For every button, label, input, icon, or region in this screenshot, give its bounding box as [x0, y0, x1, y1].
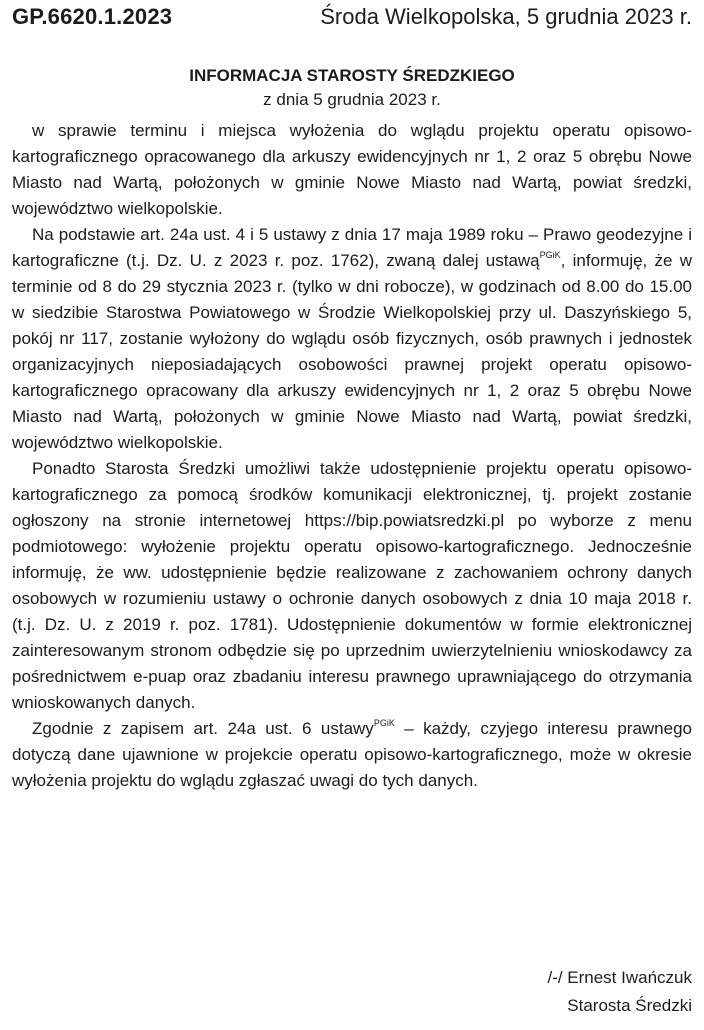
document-subtitle: z dnia 5 grudnia 2023 r. — [263, 90, 441, 109]
superscript-pgik-2: PGiK — [373, 718, 395, 728]
document-page — [12, 4, 692, 1015]
document-title: INFORMACJA STAROSTY ŚREDZKIEGO — [189, 66, 515, 85]
paragraph-comments-text-a: Zgodnie z zapisem art. 24a ust. 6 ustawy — [32, 719, 374, 738]
paragraph-legal-basis — [12, 222, 692, 456]
place-and-date: Środa Wielkopolska, 5 grudnia 2023 r. — [320, 4, 692, 29]
signature-block — [547, 964, 692, 1020]
document-body — [12, 118, 692, 794]
paragraph-comments-text-b: – każdy, czyjego interesu prawnego dotyczą dane ujawnione w projekcie operatu opisowo-kartograficznego, może w okresie wyłożenia projektu do wglądu zgłaszać uwagi do tych danych. — [12, 719, 692, 790]
document-header — [12, 4, 692, 38]
paragraph-electronic-access: Ponadto Starosta Średzki umożliwi także udostępnienie projektu operatu opisowo-kartograficznego za pomocą środków komunikacji elektronicznej, tj. projekt zostanie ogłoszony na stronie internetowej https://bip.powiatsredzki.pl po wyborze z menu podmiotowego: wyłożenie projektu operatu opisowo-kartograficznego. Jednocześnie informuję, że ww. udostępnienie będzie realizowane z zachowaniem ochrony danych osobowych w rozumieniu ustawy o ochronie danych osobowych z dnia 10 maja 2018 r. (t.j. Dz. U. z 2019 r. poz. 1781). Udostępnienie dokumentów w formie elektronicznej zainteresowanym stronom odbędzie się po uprzednim uwierzytelnieniu wnioskodawcy za pośrednictwem e-puap oraz zbadaniu interesu prawnego uprawniającego do otrzymania wnioskowanych danych. — [12, 459, 692, 712]
signature-title: Starosta Średzki — [567, 996, 692, 1015]
superscript-pgik: PGiK — [539, 250, 561, 260]
paragraph-legal-basis-text-b: , informuję, że w terminie od 8 do 29 stycznia 2023 r. (tylko w dni robocze), w godzinach od 8.00 do 15.00 w siedzibie Starostwa Powiatowego w Środzie Wielkopolskiej przy ul. Daszyńskiego 5, pokój nr 117, zostanie wyłożony do wglądu osób fizycznych, osób prawnych i jednostek organizacyjnych nieposiadających osobowości prawnej projekt operatu opisowo-kartograficznego opracowany dla arkuszy ewidencyjnych nr 1, 2 oraz 5 obrębu Nowe Miasto nad Wartą, położonych w gminie Nowe Miasto nad Wartą, powiat średzki, województwo wielkopolskie. — [12, 251, 692, 452]
signature-name: /-/ Ernest Iwańczuk — [547, 968, 692, 987]
reference-number: GP.6620.1.2023 — [12, 4, 173, 29]
paragraph-legal-basis-text-a: Na podstawie art. 24a ust. 4 i 5 ustawy z dnia 17 maja 1989 roku – Prawo geodezyjne i kartograficzne (t.j. Dz. U. z 2023 r. poz. 1762), zwaną dalej ustawą — [12, 225, 692, 270]
paragraph-comments — [12, 716, 692, 794]
paragraph-subject: w sprawie terminu i miejsca wyłożenia do wglądu projektu operatu opisowo-kartograficznego opracowanego dla arkuszy ewidencyjnych nr 1, 2 oraz 5 obrębu Nowe Miasto nad Wartą, położonych w gminie Nowe Miasto nad Wartą, powiat średzki, województwo wielkopolskie. — [12, 121, 692, 218]
